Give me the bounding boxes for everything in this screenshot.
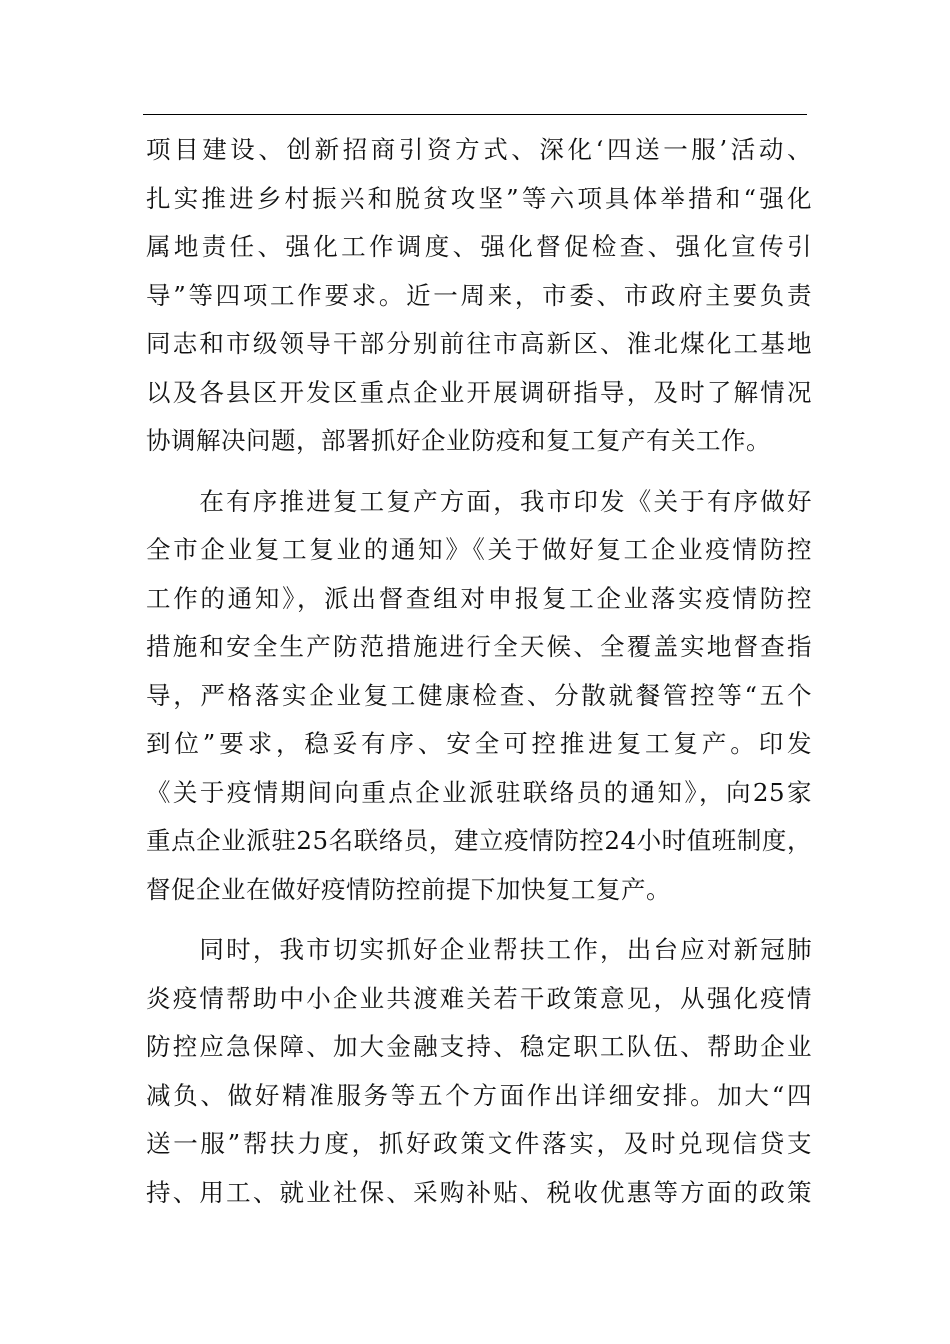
text-line: 持、用工、就业社保、采购补贴、税收优惠等方面的政策 [146, 1177, 812, 1207]
text-line: 在有序推进复工复产方面，我市印发《关于有序做好 [146, 486, 812, 516]
text-line: 导”等四项工作要求。近一周来，市委、市政府主要负责 [146, 280, 812, 310]
header-rule [143, 114, 807, 115]
text-line: 重点企业派驻25名联络员，建立疫情防控24小时值班制度， [146, 826, 812, 855]
paragraph [146, 126, 812, 466]
paragraph-spacing [146, 914, 812, 926]
text-line: 导，严格落实企业复工健康检查、分散就餐管控等“五个 [146, 680, 812, 710]
text-line: 措施和安全生产防范措施进行全天候、全覆盖实地督查指 [146, 632, 812, 661]
text-line: 以及各县区开发区重点企业开展调研指导，及时了解情况 [146, 377, 812, 407]
text-line: 工作的通知》，派出督查组对申报复工企业落实疫情防控 [146, 583, 812, 613]
paragraph [146, 478, 812, 915]
text-line: 到位”要求，稳妥有序、安全可控推进复工复产。印发 [146, 729, 812, 758]
text-line: 全市企业复工复业的通知》《关于做好复工企业疫情防控 [146, 535, 812, 564]
paragraph-spacing [146, 466, 812, 478]
text-line: 属地责任、强化工作调度、强化督促检查、强化宣传引 [146, 232, 812, 261]
text-line: 减负、做好精准服务等五个方面作出详细安排。加大“四 [146, 1080, 812, 1110]
text-line: 项目建设、创新招商引资方式、深化‘四送一服’活动、 [146, 135, 812, 164]
paragraph [146, 926, 812, 1217]
text-line: 同时，我市切实抓好企业帮扶工作，出台应对新冠肺 [146, 935, 812, 964]
body-text [146, 126, 812, 1217]
text-line: 《关于疫情期间向重点企业派驻联络员的通知》，向25家 [146, 777, 812, 807]
text-line: 协调解决问题，部署抓好企业防疫和复工复产有关工作。 [146, 426, 771, 455]
text-line: 防控应急保障、加大金融支持、稳定职工队伍、帮助企业 [146, 1032, 812, 1061]
text-line: 同志和市级领导干部分别前往市高新区、淮北煤化工基地 [146, 329, 812, 358]
text-line: 送一服”帮扶力度，抓好政策文件落实，及时兑现信贷支 [146, 1129, 812, 1158]
text-line: 扎实推进乡村振兴和脱贫攻坚”等六项具体举措和“强化 [146, 183, 812, 213]
text-line: 督促企业在做好疫情防控前提下加快复工复产。 [146, 874, 671, 904]
text-line: 炎疫情帮助中小企业共渡难关若干政策意见，从强化疫情 [146, 983, 812, 1013]
